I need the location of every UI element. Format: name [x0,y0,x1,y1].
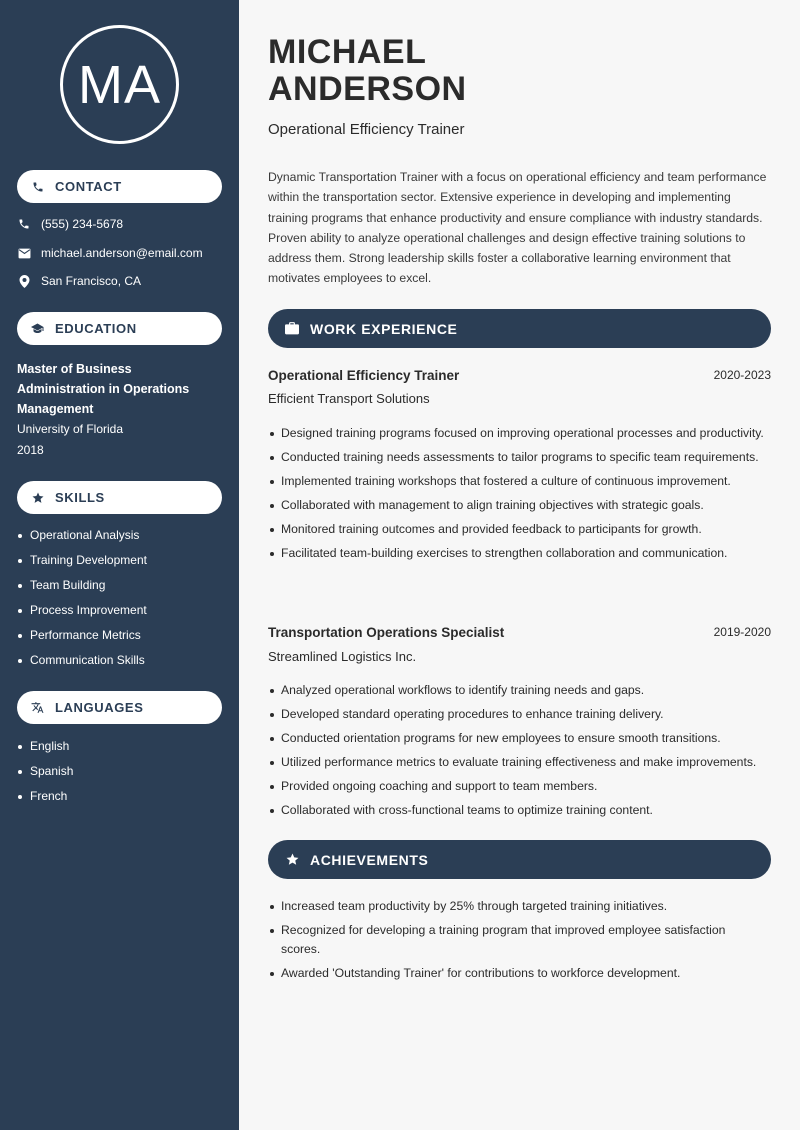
job-bullet: Conducted orientation programs for new employees to ensure smooth transitions. [268,729,768,748]
languages-section-header [17,691,222,724]
contact-phone[interactable] [17,217,123,231]
graduation-cap-icon [31,322,44,335]
job-bullet: Collaborated with management to align training objectives with strategic goals. [268,496,768,515]
achievement-item: Awarded 'Outstanding Trainer' for contributions to workforce development. [268,964,768,983]
skills-list [17,523,147,673]
achievement-item: Increased team productivity by 25% through targeted training initiatives. [268,897,768,916]
contact-phone-text: (555) 234-5678 [41,217,124,231]
phone-icon [31,180,44,193]
name-last: ANDERSON [268,70,467,108]
translate-icon [31,701,44,714]
education-section-header [17,312,222,345]
job-bullet: Utilized performance metrics to evaluate training effectiveness and make improvements. [268,753,768,772]
job-bullets [268,424,768,568]
contact-email-text: michael.anderson@email.com [41,246,203,260]
star-icon [285,853,299,867]
education-degree: Master of Business Administration in Operations Management [17,362,190,416]
education-school: University of Florida [17,422,124,436]
job-bullet: Provided ongoing coaching and support to team members. [268,777,768,796]
skills-section-title: SKILLS [55,490,105,505]
achievements-title: ACHIEVEMENTS [310,851,429,868]
contact-location [17,274,141,288]
job-company: Streamlined Logistics Inc. [268,649,417,664]
sidebar [0,0,239,1130]
job-bullet: Collaborated with cross-functional teams to optimize training content. [268,801,768,820]
achievements-list [268,897,768,988]
languages-section-title: LANGUAGES [55,700,144,715]
skill-item: Training Development [17,548,147,573]
briefcase-icon [285,322,299,336]
candidate-name [268,34,467,108]
language-item: English [17,734,73,759]
job-bullet: Analyzed operational workflows to identify training needs and gaps. [268,681,768,700]
job-role: Transportation Operations Specialist [268,625,505,640]
skill-item: Communication Skills [17,648,147,673]
languages-list [17,734,73,809]
education-year: 2018 [17,443,44,457]
achievements-section-header [268,840,771,879]
work-experience-title: WORK EXPERIENCE [310,320,458,337]
work-experience-section-header [268,309,771,348]
star-icon [31,491,44,504]
job-role: Operational Efficiency Trainer [268,368,460,383]
skills-section-header [17,481,222,514]
language-item: French [17,784,73,809]
map-pin-icon [17,274,31,288]
job-bullet: Implemented training workshops that fostered a culture of continuous improvement. [268,472,768,491]
envelope-icon [17,246,31,260]
profile-summary: Dynamic Transportation Trainer with a focus on operational efficiency and team performance within the transportation sector. Extensive experience in developing and implementing training programs that enhance productivity and ensure compliance with industry standards. Proven ability to analyze operational challenges and design effective training solutions to address them. Strong leadership skills foster a collaborative learning environment that motivates employees to excel. [268,170,767,286]
job-bullet: Monitored training outcomes and provided feedback to participants for growth. [268,520,768,539]
job-bullet: Conducted training needs assessments to tailor programs to specific team requirements. [268,448,768,467]
job-bullet: Developed standard operating procedures to enhance training delivery. [268,705,768,724]
contact-section-header [17,170,222,203]
achievement-item: Recognized for developing a training program that improved employee satisfaction scores. [268,921,768,958]
skill-item: Operational Analysis [17,523,147,548]
job-dates: 2020-2023 [713,368,771,382]
skill-item: Team Building [17,573,147,598]
job-company: Efficient Transport Solutions [268,391,430,406]
skill-item: Performance Metrics [17,623,147,648]
contact-section-title: CONTACT [55,179,122,194]
job-dates: 2019-2020 [713,625,771,639]
phone-icon [17,217,31,231]
education-section-title: EDUCATION [55,321,137,336]
skill-item: Process Improvement [17,598,147,623]
monogram-avatar [60,25,179,144]
contact-location-text: San Francisco, CA [41,274,142,288]
job-bullet: Designed training programs focused on improving operational processes and productivity. [268,424,768,443]
job-bullets [268,681,768,825]
monogram-initials: MA [78,54,161,115]
job-bullet: Facilitated team-building exercises to strengthen collaboration and communication. [268,544,768,563]
name-first: MICHAEL [268,33,427,71]
language-item: Spanish [17,759,73,784]
candidate-job-title: Operational Efficiency Trainer [268,121,465,138]
contact-email[interactable] [17,246,203,260]
